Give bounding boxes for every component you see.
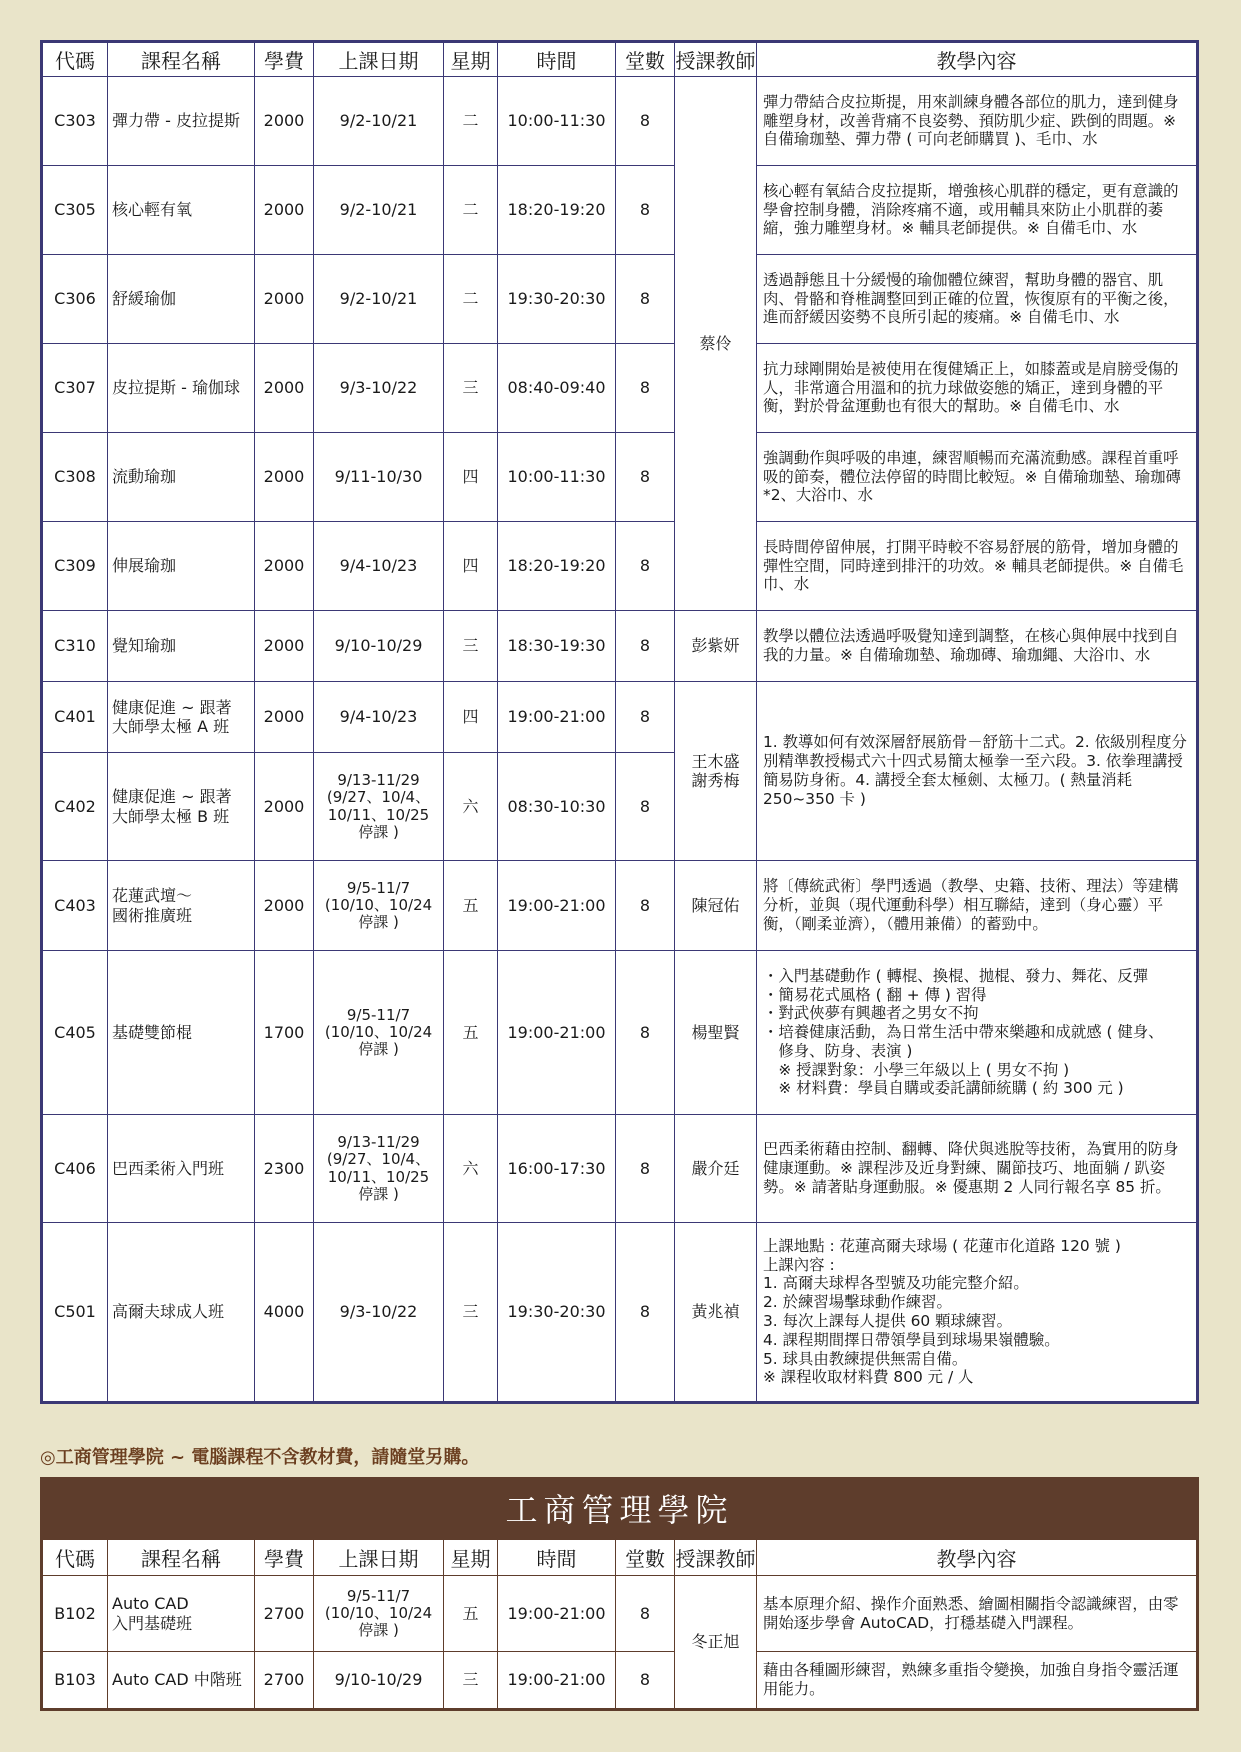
course-day: 六 xyxy=(444,753,498,861)
course-time: 08:40-09:40 xyxy=(498,344,616,433)
course-description: ・入門基礎動作 ( 轉棍、換棍、拋棍、發力、舞花、反彈 ・簡易花式風格 ( 翻 + 傳 ) 習得 ・對武俠夢有興趣者之男女不拘 ・培養健康活動，為日常生活中帶來樂趣和成就感 ( 健身、 修身、防身、表演 ) ※ 授課對象：小學三年級以上 ( 男女不拘 ) ※ 材料費：學員自購或委託講師統購 ( 約 300 元 ) xyxy=(757,951,1198,1115)
course-description: 強調動作與呼吸的串連，練習順暢而充滿流動感。課程首重呼吸的節奏，體位法停留的時間比較短。※ 自備瑜珈墊、瑜珈磚 *2、大浴巾、水 xyxy=(757,433,1198,522)
course-name: 皮拉提斯 - 瑜伽球 xyxy=(108,344,255,433)
course-day: 三 xyxy=(444,611,498,682)
course-name: Auto CAD 入門基礎班 xyxy=(108,1576,255,1652)
course-code: C402 xyxy=(42,753,108,861)
table-row xyxy=(42,611,1198,682)
course-day: 五 xyxy=(444,1576,498,1652)
header-name: 課程名稱 xyxy=(108,42,255,77)
course-fee: 2700 xyxy=(255,1652,314,1710)
course-day: 六 xyxy=(444,1115,498,1223)
table-row xyxy=(42,1652,1198,1710)
course-code: C310 xyxy=(42,611,108,682)
course-sessions: 8 xyxy=(616,753,675,861)
course-time: 18:20-19:20 xyxy=(498,166,616,255)
header-code: 代碼 xyxy=(42,42,108,77)
course-time: 19:30-20:30 xyxy=(498,255,616,344)
course-name: 覺知瑜珈 xyxy=(108,611,255,682)
course-code: C306 xyxy=(42,255,108,344)
header-date: 上課日期 xyxy=(314,42,444,77)
course-date: 9/13-11/29 (9/27、10/4、 10/11、10/25 停課 ) xyxy=(314,1115,444,1223)
course-fee: 2000 xyxy=(255,77,314,166)
course-date: 9/10-10/29 xyxy=(314,611,444,682)
header-day: 星期 xyxy=(444,1540,498,1576)
course-sessions: 8 xyxy=(616,522,675,611)
table-row xyxy=(42,951,1198,1115)
section-banner: 工商管理學院 xyxy=(40,1477,1199,1539)
table-header-row xyxy=(42,42,1198,77)
course-sessions: 8 xyxy=(616,1652,675,1710)
course-description: 將〔傳統武術〕學門透過（教學、史籍、技術、理法）等建構分析，並與（現代運動科學）相互聯結，達到（身心靈）平衡，（剛柔並濟），（體用兼備）的蓄勁中。 xyxy=(757,861,1198,951)
course-sessions: 8 xyxy=(616,1115,675,1223)
course-date: 9/5-11/7 (10/10、10/24 停課 ) xyxy=(314,951,444,1115)
course-fee: 2000 xyxy=(255,611,314,682)
course-date: 9/2-10/21 xyxy=(314,77,444,166)
table-row xyxy=(42,1223,1198,1403)
table-row xyxy=(42,255,1198,344)
course-time: 18:20-19:20 xyxy=(498,522,616,611)
course-name: 流動瑜珈 xyxy=(108,433,255,522)
course-name: 舒緩瑜伽 xyxy=(108,255,255,344)
course-fee: 1700 xyxy=(255,951,314,1115)
course-code: C308 xyxy=(42,433,108,522)
course-time: 08:30-10:30 xyxy=(498,753,616,861)
course-code: C403 xyxy=(42,861,108,951)
course-sessions: 8 xyxy=(616,682,675,753)
course-description: 教學以體位法透過呼吸覺知達到調整，在核心與伸展中找到自我的力量。※ 自備瑜珈墊、瑜珈磚、瑜珈繩、大浴巾、水 xyxy=(757,611,1198,682)
course-day: 三 xyxy=(444,344,498,433)
course-code: C401 xyxy=(42,682,108,753)
course-description: 長時間停留伸展，打開平時較不容易舒展的筋骨，增加身體的彈性空間，同時達到排汗的功效。※ 輔具老師提供。※ 自備毛巾、水 xyxy=(757,522,1198,611)
course-time: 19:00-21:00 xyxy=(498,1576,616,1652)
course-description: 藉由各種圖形練習，熟練多重指令變換，加強自身指令靈活運用能力。 xyxy=(757,1652,1198,1710)
table-row xyxy=(42,77,1198,166)
course-time: 19:00-21:00 xyxy=(498,861,616,951)
course-sessions: 8 xyxy=(616,951,675,1115)
table-header-row xyxy=(42,1540,1198,1576)
course-name: Auto CAD 中階班 xyxy=(108,1652,255,1710)
header-teacher: 授課教師 xyxy=(675,1540,757,1576)
course-time: 19:00-21:00 xyxy=(498,682,616,753)
course-fee: 4000 xyxy=(255,1223,314,1403)
course-sessions: 8 xyxy=(616,861,675,951)
course-description: 基本原理介紹、操作介面熟悉、繪圖相關指令認識練習，由零開始逐步學會 AutoCAD，打穩基礎入門課程。 xyxy=(757,1576,1198,1652)
course-description: 巴西柔術藉由控制、翻轉、降伏與逃脫等技術，為實用的防身健康運動。※ 課程涉及近身對練、關節技巧、地面躺 / 趴姿勢。※ 請著貼身運動服。※ 優惠期 2 人同行報名享 85 折。 xyxy=(757,1115,1198,1223)
header-content: 教學內容 xyxy=(757,1540,1198,1576)
course-name: 巴西柔術入門班 xyxy=(108,1115,255,1223)
course-name: 健康促進 ~ 跟著 大師學太極 B 班 xyxy=(108,753,255,861)
course-time: 10:00-11:30 xyxy=(498,77,616,166)
course-day: 五 xyxy=(444,861,498,951)
course-fee: 2000 xyxy=(255,522,314,611)
course-day: 四 xyxy=(444,433,498,522)
header-content: 教學內容 xyxy=(757,42,1198,77)
table-row xyxy=(42,522,1198,611)
header-fee: 學費 xyxy=(255,42,314,77)
course-teacher: 蔡伶 xyxy=(675,77,757,611)
course-teacher: 陳冠佑 xyxy=(675,861,757,951)
course-fee: 2000 xyxy=(255,861,314,951)
course-teacher: 黃兆禎 xyxy=(675,1223,757,1403)
course-sessions: 8 xyxy=(616,1576,675,1652)
course-teacher: 彭紫妍 xyxy=(675,611,757,682)
course-fee: 2000 xyxy=(255,166,314,255)
table-row xyxy=(42,861,1198,951)
course-date: 9/3-10/22 xyxy=(314,1223,444,1403)
table-row xyxy=(42,433,1198,522)
course-name: 核心輕有氧 xyxy=(108,166,255,255)
course-date: 9/5-11/7 (10/10、10/24 停課 ) xyxy=(314,861,444,951)
course-teacher: 嚴介廷 xyxy=(675,1115,757,1223)
course-code: C309 xyxy=(42,522,108,611)
course-day: 四 xyxy=(444,682,498,753)
course-date: 9/10-10/29 xyxy=(314,1652,444,1710)
course-date: 9/2-10/21 xyxy=(314,255,444,344)
course-teacher: 王木盛 謝秀梅 xyxy=(675,682,757,861)
header-fee: 學費 xyxy=(255,1540,314,1576)
computer-course-note: ◎工商管理學院 ~ 電腦課程不含教材費，請隨堂另購。 xyxy=(40,1447,480,1468)
course-description: 透過靜態且十分緩慢的瑜伽體位練習，幫助身體的器官、肌肉、骨骼和脊椎調整回到正確的位置，恢復原有的平衡之後，進而舒緩因姿勢不良所引起的痠痛。※ 自備毛巾、水 xyxy=(757,255,1198,344)
header-name: 課程名稱 xyxy=(108,1540,255,1576)
table-row xyxy=(42,1115,1198,1223)
course-sessions: 8 xyxy=(616,1223,675,1403)
header-teacher: 授課教師 xyxy=(675,42,757,77)
course-code: C405 xyxy=(42,951,108,1115)
course-description: 抗力球剛開始是被使用在復健矯正上，如膝蓋或是肩膀受傷的人，非常適合用溫和的抗力球做姿態的矯正，達到身體的平衡，對於骨盆運動也有很大的幫助。※ 自備毛巾、水 xyxy=(757,344,1198,433)
course-description: 1. 教導如何有效深層舒展筋骨－舒筋十二式。2. 依級別程度分別精準教授楊式六十四式易簡太極拳一至六段。3. 依拳理講授簡易防身術。4. 講授全套太極劍、太極刀。( 熱量消耗 250~350 卡 ) xyxy=(757,682,1198,861)
course-time: 16:00-17:30 xyxy=(498,1115,616,1223)
course-code: B103 xyxy=(42,1652,108,1710)
table-row xyxy=(42,682,1198,753)
header-sessions: 堂數 xyxy=(616,1540,675,1576)
course-time: 18:30-19:30 xyxy=(498,611,616,682)
table-row xyxy=(42,1576,1198,1652)
course-sessions: 8 xyxy=(616,77,675,166)
course-day: 二 xyxy=(444,255,498,344)
header-code: 代碼 xyxy=(42,1540,108,1576)
course-date: 9/13-11/29 (9/27、10/4、 10/11、10/25 停課 ) xyxy=(314,753,444,861)
course-name: 高爾夫球成人班 xyxy=(108,1223,255,1403)
course-name: 健康促進 ~ 跟著 大師學太極 A 班 xyxy=(108,682,255,753)
header-time: 時間 xyxy=(498,42,616,77)
course-time: 19:00-21:00 xyxy=(498,951,616,1115)
course-teacher: 楊聖賢 xyxy=(675,951,757,1115)
course-time: 19:00-21:00 xyxy=(498,1652,616,1710)
course-time: 10:00-11:30 xyxy=(498,433,616,522)
course-code: C406 xyxy=(42,1115,108,1223)
course-description: 核心輕有氧結合皮拉提斯，增強核心肌群的穩定，更有意識的學會控制身體，消除疼痛不適，或用輔具來防止小肌群的萎縮，強力雕塑身材。※ 輔具老師提供。※ 自備毛巾、水 xyxy=(757,166,1198,255)
table-row xyxy=(42,344,1198,433)
course-fee: 2300 xyxy=(255,1115,314,1223)
course-fee: 2000 xyxy=(255,682,314,753)
course-sessions: 8 xyxy=(616,344,675,433)
course-fee: 2000 xyxy=(255,255,314,344)
course-date: 9/4-10/23 xyxy=(314,522,444,611)
header-date: 上課日期 xyxy=(314,1540,444,1576)
course-day: 二 xyxy=(444,77,498,166)
course-description: 彈力帶結合皮拉斯提，用來訓練身體各部位的肌力，達到健身雕塑身材，改善背痛不良姿勢、預防肌少症、跌倒的問題。※ 自備瑜珈墊、彈力帶 ( 可向老師購買 )、毛巾、水 xyxy=(757,77,1198,166)
header-time: 時間 xyxy=(498,1540,616,1576)
course-fee: 2700 xyxy=(255,1576,314,1652)
course-code: C307 xyxy=(42,344,108,433)
header-sessions: 堂數 xyxy=(616,42,675,77)
table-row xyxy=(42,166,1198,255)
header-day: 星期 xyxy=(444,42,498,77)
course-date: 9/4-10/23 xyxy=(314,682,444,753)
course-table-sports xyxy=(40,40,1199,1404)
course-code: B102 xyxy=(42,1576,108,1652)
course-fee: 2000 xyxy=(255,344,314,433)
course-code: C501 xyxy=(42,1223,108,1403)
course-day: 四 xyxy=(444,522,498,611)
course-sessions: 8 xyxy=(616,255,675,344)
course-fee: 2000 xyxy=(255,433,314,522)
course-day: 三 xyxy=(444,1652,498,1710)
course-time: 19:30-20:30 xyxy=(498,1223,616,1403)
course-fee: 2000 xyxy=(255,753,314,861)
course-sessions: 8 xyxy=(616,611,675,682)
course-day: 三 xyxy=(444,1223,498,1403)
course-table-business xyxy=(40,1539,1199,1711)
course-date: 9/2-10/21 xyxy=(314,166,444,255)
course-sessions: 8 xyxy=(616,166,675,255)
course-day: 二 xyxy=(444,166,498,255)
course-name: 伸展瑜珈 xyxy=(108,522,255,611)
course-name: 基礎雙節棍 xyxy=(108,951,255,1115)
course-code: C303 xyxy=(42,77,108,166)
course-date: 9/11-10/30 xyxy=(314,433,444,522)
course-name: 彈力帶 - 皮拉提斯 xyxy=(108,77,255,166)
course-day: 五 xyxy=(444,951,498,1115)
course-date: 9/3-10/22 xyxy=(314,344,444,433)
course-date: 9/5-11/7 (10/10、10/24 停課 ) xyxy=(314,1576,444,1652)
course-sessions: 8 xyxy=(616,433,675,522)
course-code: C305 xyxy=(42,166,108,255)
course-teacher: 冬正旭 xyxy=(675,1576,757,1710)
course-name: 花蓮武壇～ 國術推廣班 xyxy=(108,861,255,951)
course-description: 上課地點 : 花蓮高爾夫球場 ( 花蓮市化道路 120 號 ) 上課內容 : 1. 高爾夫球桿各型號及功能完整介紹。 2. 於練習場擊球動作練習。 3. 每次上課每人提供 60 顆球練習。 4. 課程期間擇日帶領學員到球場果嶺體驗。 5. 球具由教練提供無需自備。 ※ 課程收取材料費 800 元 / 人 xyxy=(757,1223,1198,1403)
